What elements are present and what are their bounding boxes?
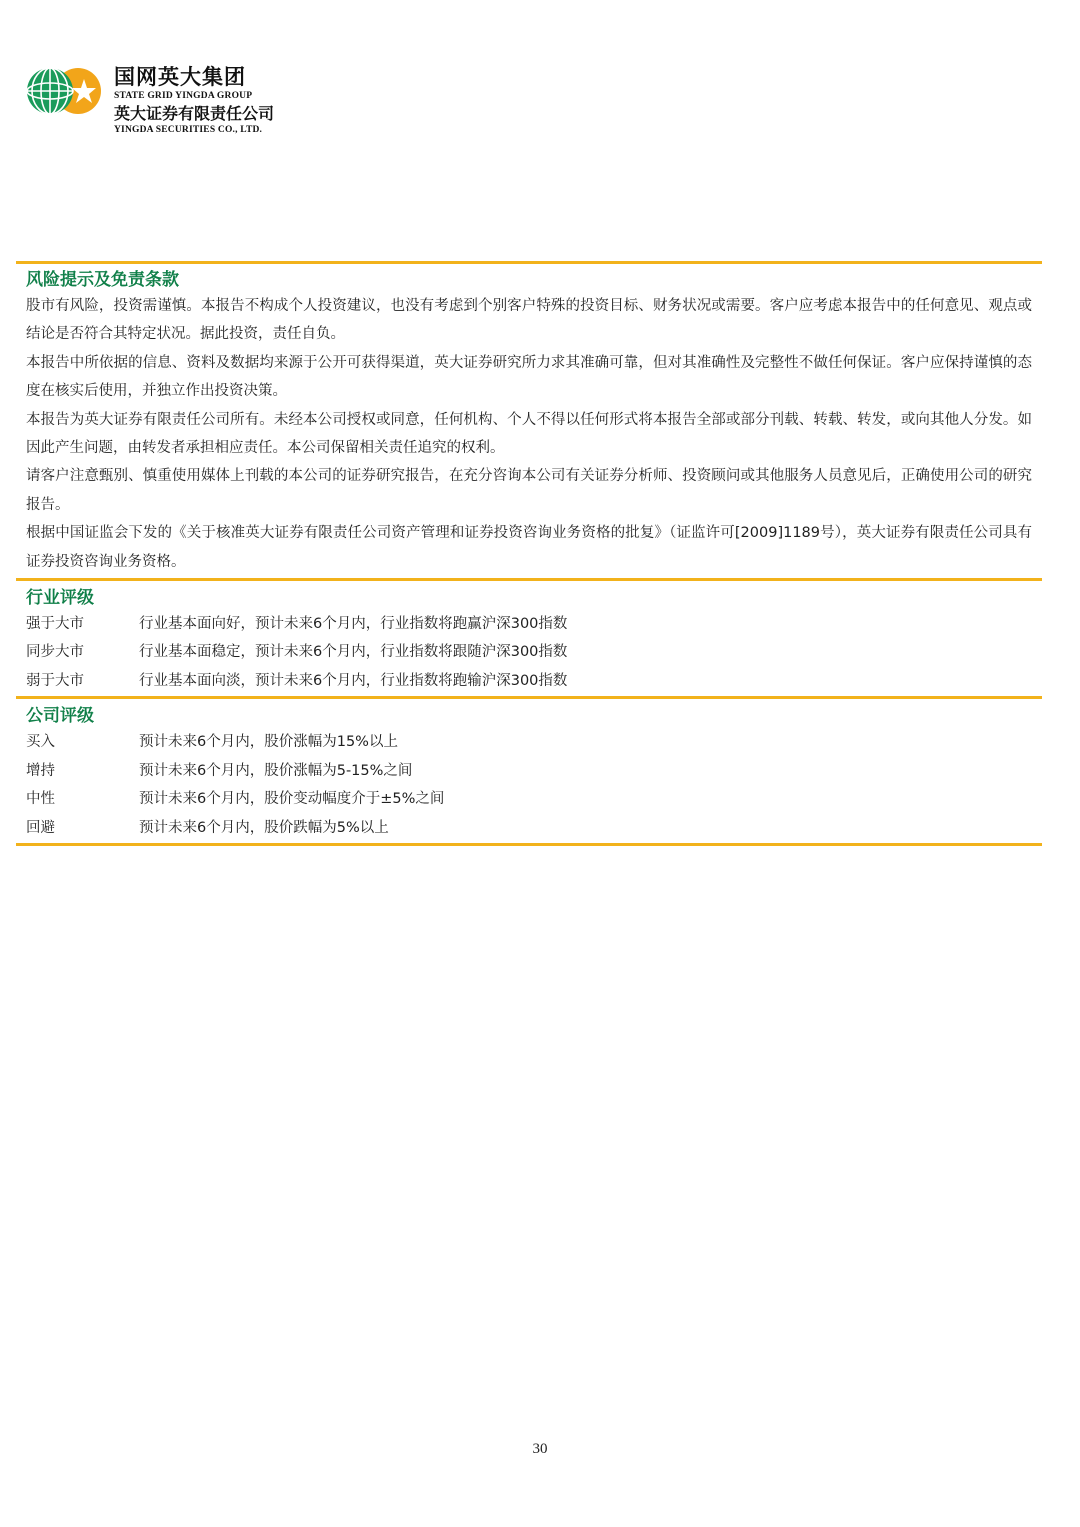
rating-row	[16, 638, 1042, 666]
risk-paragraph: 本报告中所依据的信息、资料及数据均来源于公开可获得渠道，英大证券研究所力求其准确可靠，但对其准确性及完整性不做任何保证。客户应保持谨慎的态度在核实后使用，并独立作出投资决策。	[26, 354, 1032, 400]
company-rating-title: 公司评级	[26, 706, 94, 727]
risk-disclaimer-section	[16, 261, 1042, 578]
rating-row	[16, 728, 1042, 756]
rating-description: 行业基本面稳定，预计未来6个月内，行业指数将跟随沪深300指数	[139, 644, 568, 661]
company-logo	[26, 64, 326, 144]
risk-paragraph: 请客户注意甄别、慎重使用媒体上刊载的本公司的证券研究报告，在充分咨询本公司有关证券分析师、投资顾问或其他服务人员意见后，正确使用公司的研究报告。	[26, 468, 1032, 513]
rating-row	[16, 814, 1042, 842]
rating-description: 预计未来6个月内，股价涨幅为15%以上	[139, 734, 398, 751]
rating-label: 增持	[26, 762, 55, 779]
risk-paragraph: 本报告为英大证券有限责任公司所有。未经本公司授权或同意，任何机构、个人不得以任何形式将本报告全部或部分刊载、转载、转发，或向其他人分发。如因此产生问题，由转发者承担相应责任。本公司保留相关责任追究的权利。	[26, 411, 1032, 457]
rating-description: 预计未来6个月内，股价变动幅度介于±5%之间	[139, 791, 445, 808]
risk-section-title: 风险提示及免责条款	[26, 270, 179, 290]
rating-row	[16, 610, 1042, 638]
rating-description: 预计未来6个月内，股价跌幅为5%以上	[139, 819, 389, 836]
rating-row	[16, 785, 1042, 813]
industry-rating-section	[16, 578, 1042, 696]
rating-row	[16, 667, 1042, 695]
securities-name-en: YINGDA SECURITIES CO., LTD.	[114, 125, 263, 135]
globe-star-logo-icon	[26, 66, 102, 118]
disclaimer-content	[16, 261, 1042, 846]
group-name-en: STATE GRID YINGDA GROUP	[114, 91, 253, 101]
page-number: 30	[532, 1441, 548, 1457]
rating-label: 中性	[26, 791, 55, 808]
rating-description: 行业基本面向淡，预计未来6个月内，行业指数将跑输沪深300指数	[139, 672, 568, 689]
risk-paragraph: 根据中国证监会下发的《关于核准英大证券有限责任公司资产管理和证券投资咨询业务资格的批复》（证监许可[2009]1189号），英大证券有限责任公司具有证券投资咨询业务资格。	[26, 525, 1032, 570]
group-name-cn: 国网英大集团	[114, 64, 246, 89]
rating-description: 预计未来6个月内，股价涨幅为5-15%之间	[139, 762, 413, 779]
rating-row	[16, 757, 1042, 785]
securities-name-cn: 英大证券有限责任公司	[114, 104, 275, 123]
logo-text-block	[114, 64, 274, 136]
rating-label: 同步大市	[26, 644, 84, 661]
rating-label: 回避	[26, 819, 55, 836]
rating-label: 强于大市	[26, 616, 84, 633]
rating-description: 行业基本面向好，预计未来6个月内，行业指数将跑赢沪深300指数	[139, 616, 568, 633]
company-rating-section	[16, 696, 1042, 846]
rating-label: 买入	[26, 734, 55, 751]
rating-label: 弱于大市	[26, 672, 84, 689]
risk-paragraph: 股市有风险，投资需谨慎。本报告不构成个人投资建议，也没有考虑到个别客户特殊的投资目标、财务状况或需要。客户应考虑本报告中的任何意见、观点或结论是否符合其特定状况。据此投资，责任自负。	[26, 298, 1032, 343]
industry-rating-title: 行业评级	[26, 588, 94, 609]
